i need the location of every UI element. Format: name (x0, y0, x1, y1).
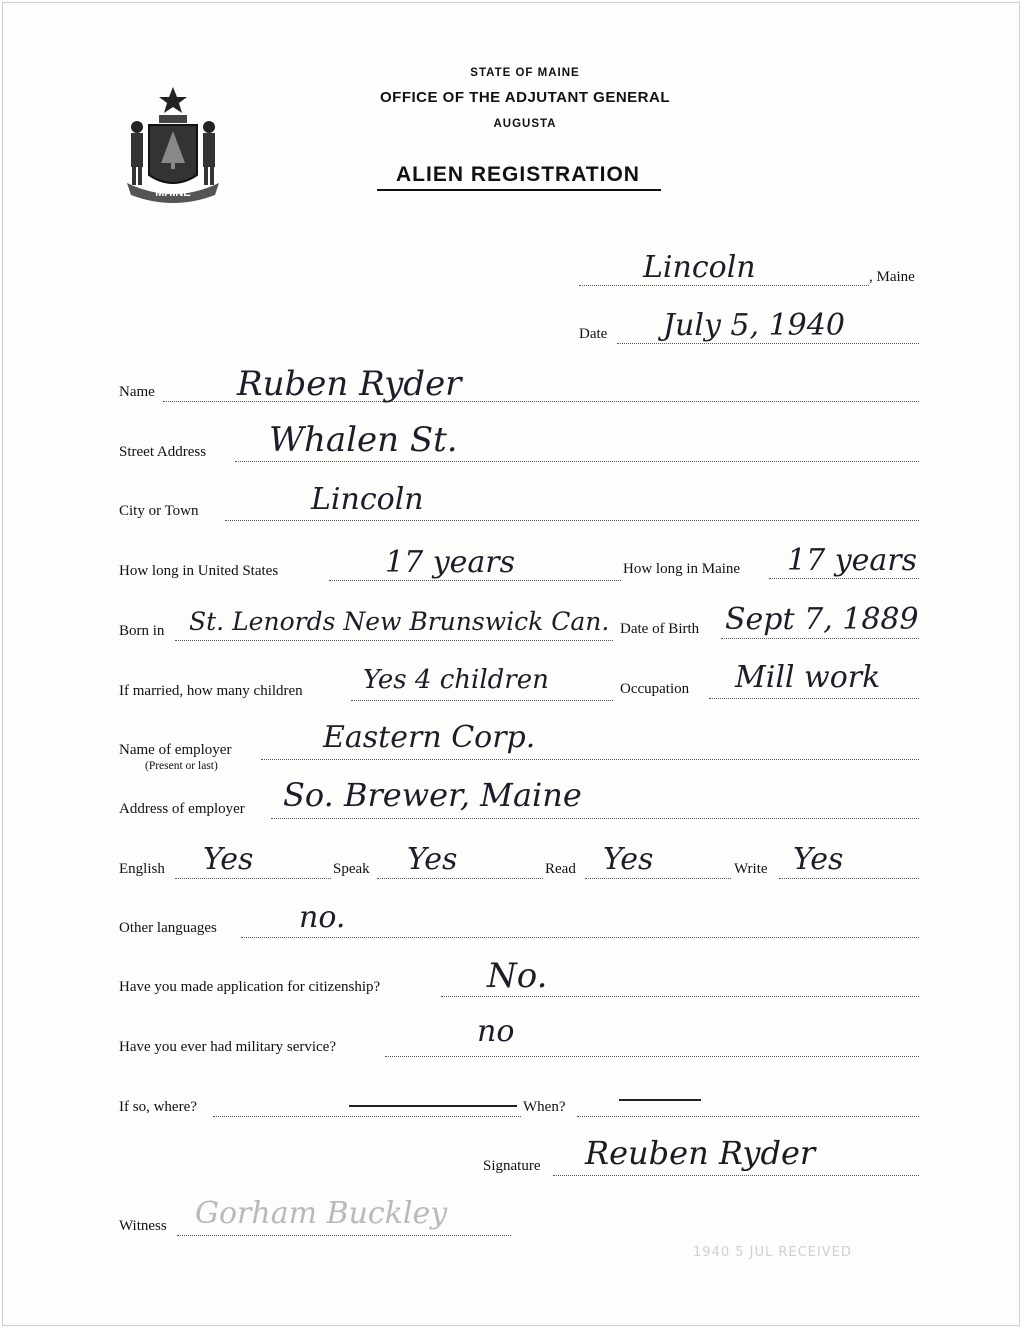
military-value[interactable]: no (477, 1014, 515, 1049)
write-line (779, 878, 919, 879)
write-label: Write (734, 861, 768, 877)
name-value[interactable]: Ruben Ryder (237, 364, 462, 404)
city-label: City or Town (119, 503, 199, 519)
english-label: English (119, 861, 165, 877)
military-line (385, 1056, 919, 1057)
town-field-line (579, 285, 869, 286)
witness-label: Witness (119, 1218, 167, 1234)
citizenship-value[interactable]: No. (487, 956, 548, 996)
when-line (577, 1116, 919, 1117)
married-children-value[interactable]: Yes 4 children (363, 665, 549, 695)
how-long-us-label: How long in United States (119, 563, 279, 579)
city-value[interactable]: Lincoln (311, 482, 424, 517)
name-label: Name (119, 384, 155, 400)
where-dash-mark (349, 1105, 517, 1107)
married-children-line (351, 700, 613, 701)
received-stamp: 1940 5 JUL RECEIVED (693, 1245, 852, 1260)
english-value[interactable]: Yes (203, 842, 254, 877)
how-long-us-line (329, 580, 621, 581)
where-line (213, 1116, 521, 1117)
registration-form (2, 2, 1020, 1326)
when-label: When? (523, 1099, 566, 1115)
other-languages-value[interactable]: no. (299, 900, 346, 935)
street-address-value[interactable]: Whalen St. (269, 420, 458, 460)
town-value[interactable]: Lincoln (643, 250, 756, 285)
speak-label: Speak (333, 861, 370, 877)
date-of-birth-line (721, 638, 919, 639)
street-address-label: Street Address (119, 444, 207, 460)
born-in-label: Born in (119, 623, 165, 639)
read-line (585, 878, 731, 879)
street-address-line (235, 461, 919, 462)
citizenship-line (441, 996, 919, 997)
witness-value[interactable]: Gorham Buckley (195, 1196, 448, 1231)
maine-label: , Maine (869, 269, 915, 285)
employer-address-line (271, 818, 919, 819)
state-heading: STATE OF MAINE (470, 67, 580, 79)
date-field-line (617, 343, 919, 344)
military-label: Have you ever had military service? (119, 1039, 336, 1055)
city-field-line (225, 520, 919, 521)
write-value[interactable]: Yes (793, 842, 844, 877)
how-long-maine-line (769, 578, 919, 579)
city-heading: AUGUSTA (493, 118, 557, 130)
other-languages-line (241, 937, 919, 938)
date-label: Date (579, 326, 608, 342)
other-languages-label: Other languages (119, 920, 217, 936)
how-long-us-value[interactable]: 17 years (385, 545, 516, 580)
employer-label: Name of employer (119, 742, 232, 758)
title-underline (377, 189, 661, 191)
employer-address-value[interactable]: So. Brewer, Maine (283, 776, 582, 814)
employer-line (261, 759, 919, 760)
speak-value[interactable]: Yes (407, 842, 458, 877)
how-long-maine-label: How long in Maine (623, 561, 741, 577)
married-children-label: If married, how many children (119, 683, 303, 699)
when-dash-mark (619, 1099, 701, 1101)
form-title: ALIEN REGISTRATION (396, 163, 640, 186)
signature-value[interactable]: Reuben Ryder (585, 1134, 816, 1172)
occupation-label: Occupation (620, 681, 690, 697)
born-in-value[interactable]: St. Lenords New Brunswick Can. (189, 607, 610, 636)
how-long-maine-value[interactable]: 17 years (787, 543, 918, 578)
english-line (175, 878, 331, 879)
office-heading: OFFICE OF THE ADJUTANT GENERAL (380, 89, 670, 106)
where-label: If so, where? (119, 1099, 197, 1115)
employer-sublabel: (Present or last) (145, 760, 218, 772)
witness-line (177, 1235, 511, 1236)
read-value[interactable]: Yes (603, 842, 654, 877)
seal-banner-text: MAINE (155, 187, 191, 199)
date-of-birth-value[interactable]: Sept 7, 1889 (725, 602, 919, 637)
employer-address-label: Address of employer (119, 801, 245, 817)
read-label: Read (545, 861, 576, 877)
speak-line (377, 878, 543, 879)
born-in-line (175, 640, 613, 641)
date-value[interactable]: July 5, 1940 (663, 308, 845, 343)
date-of-birth-label: Date of Birth (620, 621, 700, 637)
signature-line (553, 1175, 919, 1176)
citizenship-label: Have you made application for citizenship? (119, 979, 381, 995)
employer-value[interactable]: Eastern Corp. (323, 720, 536, 755)
occupation-line (709, 698, 919, 699)
signature-label: Signature (483, 1158, 541, 1174)
occupation-value[interactable]: Mill work (735, 660, 881, 695)
